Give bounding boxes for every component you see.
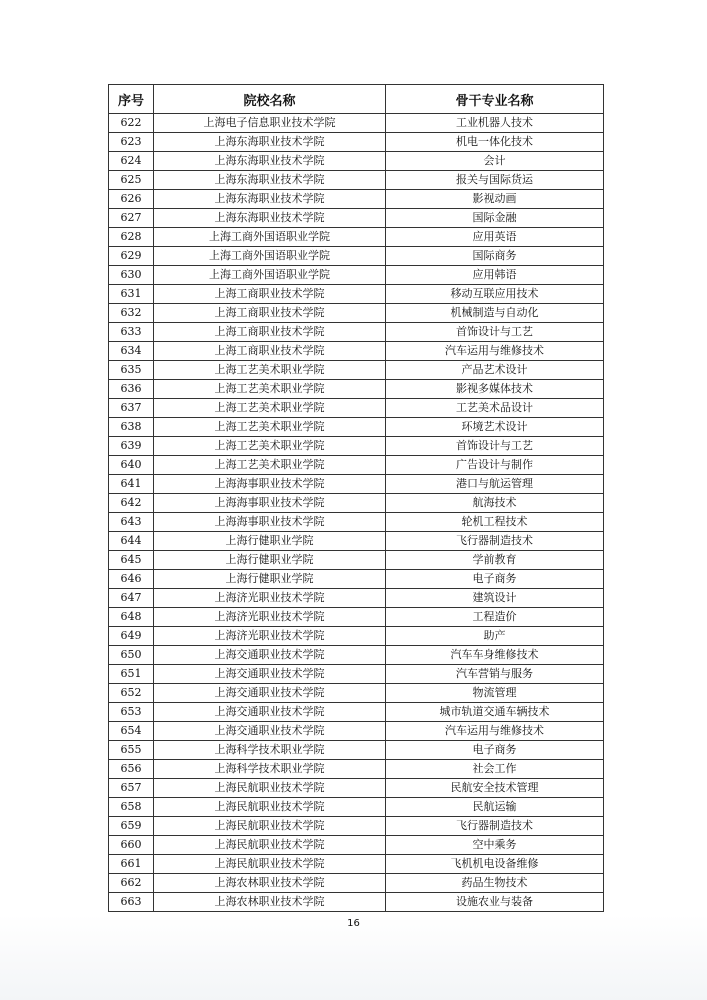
school-name: 上海工商外国语职业学院 bbox=[154, 266, 386, 285]
major-name: 工业机器人技术 bbox=[386, 114, 604, 133]
table-row bbox=[109, 817, 604, 836]
table-row bbox=[109, 171, 604, 190]
table-row bbox=[109, 836, 604, 855]
major-name: 机电一体化技术 bbox=[386, 133, 604, 152]
school-name: 上海工艺美术职业学院 bbox=[154, 456, 386, 475]
school-name: 上海东海职业技术学院 bbox=[154, 171, 386, 190]
row-index: 637 bbox=[109, 399, 154, 418]
table-row bbox=[109, 152, 604, 171]
row-index: 659 bbox=[109, 817, 154, 836]
major-name: 首饰设计与工艺 bbox=[386, 323, 604, 342]
row-index: 640 bbox=[109, 456, 154, 475]
school-name: 上海行健职业学院 bbox=[154, 570, 386, 589]
row-index: 653 bbox=[109, 703, 154, 722]
row-index: 663 bbox=[109, 893, 154, 912]
table-row bbox=[109, 646, 604, 665]
school-name: 上海民航职业技术学院 bbox=[154, 779, 386, 798]
school-name: 上海交通职业技术学院 bbox=[154, 684, 386, 703]
table-row bbox=[109, 665, 604, 684]
table-row bbox=[109, 532, 604, 551]
major-name: 学前教育 bbox=[386, 551, 604, 570]
major-name: 社会工作 bbox=[386, 760, 604, 779]
row-index: 647 bbox=[109, 589, 154, 608]
major-name: 国际金融 bbox=[386, 209, 604, 228]
school-name: 上海工商外国语职业学院 bbox=[154, 228, 386, 247]
major-name: 航海技术 bbox=[386, 494, 604, 513]
header-index: 序号 bbox=[109, 85, 154, 114]
major-name: 城市轨道交通车辆技术 bbox=[386, 703, 604, 722]
major-name: 设施农业与装备 bbox=[386, 893, 604, 912]
major-name: 药品生物技术 bbox=[386, 874, 604, 893]
major-name: 环境艺术设计 bbox=[386, 418, 604, 437]
table-header-row bbox=[109, 85, 604, 114]
major-name: 移动互联应用技术 bbox=[386, 285, 604, 304]
header-school-name: 院校名称 bbox=[154, 85, 386, 114]
major-name: 建筑设计 bbox=[386, 589, 604, 608]
table-row bbox=[109, 133, 604, 152]
table-row bbox=[109, 209, 604, 228]
school-name: 上海电子信息职业技术学院 bbox=[154, 114, 386, 133]
school-name: 上海民航职业技术学院 bbox=[154, 855, 386, 874]
header-major-name: 骨干专业名称 bbox=[386, 85, 604, 114]
table-row bbox=[109, 266, 604, 285]
school-name: 上海农林职业技术学院 bbox=[154, 874, 386, 893]
school-name: 上海东海职业技术学院 bbox=[154, 133, 386, 152]
school-name: 上海济光职业技术学院 bbox=[154, 589, 386, 608]
major-name: 电子商务 bbox=[386, 570, 604, 589]
school-name: 上海科学技术职业学院 bbox=[154, 741, 386, 760]
row-index: 633 bbox=[109, 323, 154, 342]
school-name: 上海工商职业技术学院 bbox=[154, 323, 386, 342]
row-index: 622 bbox=[109, 114, 154, 133]
major-name: 影视多媒体技术 bbox=[386, 380, 604, 399]
row-index: 655 bbox=[109, 741, 154, 760]
school-name: 上海工商职业技术学院 bbox=[154, 342, 386, 361]
school-name: 上海济光职业技术学院 bbox=[154, 608, 386, 627]
major-name: 产品艺术设计 bbox=[386, 361, 604, 380]
school-name: 上海交通职业技术学院 bbox=[154, 665, 386, 684]
table-row bbox=[109, 456, 604, 475]
row-index: 624 bbox=[109, 152, 154, 171]
table-row bbox=[109, 570, 604, 589]
table-row bbox=[109, 304, 604, 323]
school-name: 上海行健职业学院 bbox=[154, 532, 386, 551]
row-index: 632 bbox=[109, 304, 154, 323]
major-name: 工程造价 bbox=[386, 608, 604, 627]
row-index: 660 bbox=[109, 836, 154, 855]
major-name: 国际商务 bbox=[386, 247, 604, 266]
row-index: 657 bbox=[109, 779, 154, 798]
row-index: 635 bbox=[109, 361, 154, 380]
table-row bbox=[109, 703, 604, 722]
major-name: 轮机工程技术 bbox=[386, 513, 604, 532]
row-index: 643 bbox=[109, 513, 154, 532]
row-index: 661 bbox=[109, 855, 154, 874]
major-name: 影视动画 bbox=[386, 190, 604, 209]
school-name: 上海工艺美术职业学院 bbox=[154, 399, 386, 418]
major-name: 民航运输 bbox=[386, 798, 604, 817]
major-name: 港口与航运管理 bbox=[386, 475, 604, 494]
row-index: 625 bbox=[109, 171, 154, 190]
school-name: 上海科学技术职业学院 bbox=[154, 760, 386, 779]
table-row bbox=[109, 627, 604, 646]
school-name: 上海工艺美术职业学院 bbox=[154, 380, 386, 399]
major-name: 汽车车身维修技术 bbox=[386, 646, 604, 665]
major-name: 汽车运用与维修技术 bbox=[386, 342, 604, 361]
major-name: 应用韩语 bbox=[386, 266, 604, 285]
row-index: 630 bbox=[109, 266, 154, 285]
school-name: 上海海事职业技术学院 bbox=[154, 513, 386, 532]
school-name: 上海民航职业技术学院 bbox=[154, 817, 386, 836]
major-name: 电子商务 bbox=[386, 741, 604, 760]
table-row bbox=[109, 893, 604, 912]
row-index: 641 bbox=[109, 475, 154, 494]
row-index: 627 bbox=[109, 209, 154, 228]
row-index: 649 bbox=[109, 627, 154, 646]
table-row bbox=[109, 475, 604, 494]
school-name: 上海民航职业技术学院 bbox=[154, 798, 386, 817]
row-index: 626 bbox=[109, 190, 154, 209]
table-body bbox=[109, 114, 604, 912]
table-row bbox=[109, 513, 604, 532]
school-name: 上海海事职业技术学院 bbox=[154, 475, 386, 494]
table-row bbox=[109, 608, 604, 627]
table-row bbox=[109, 494, 604, 513]
major-name: 汽车运用与维修技术 bbox=[386, 722, 604, 741]
school-name: 上海工艺美术职业学院 bbox=[154, 361, 386, 380]
row-index: 638 bbox=[109, 418, 154, 437]
major-name: 工艺美术品设计 bbox=[386, 399, 604, 418]
table-row bbox=[109, 722, 604, 741]
table-row bbox=[109, 418, 604, 437]
row-index: 648 bbox=[109, 608, 154, 627]
major-name: 物流管理 bbox=[386, 684, 604, 703]
school-name: 上海交通职业技术学院 bbox=[154, 703, 386, 722]
table-row bbox=[109, 874, 604, 893]
row-index: 623 bbox=[109, 133, 154, 152]
table-row bbox=[109, 684, 604, 703]
majors-table bbox=[108, 84, 604, 912]
school-name: 上海工商职业技术学院 bbox=[154, 304, 386, 323]
row-index: 651 bbox=[109, 665, 154, 684]
row-index: 650 bbox=[109, 646, 154, 665]
table-row bbox=[109, 399, 604, 418]
school-name: 上海东海职业技术学院 bbox=[154, 209, 386, 228]
table-row bbox=[109, 342, 604, 361]
table-row bbox=[109, 190, 604, 209]
major-name: 广告设计与制作 bbox=[386, 456, 604, 475]
school-name: 上海海事职业技术学院 bbox=[154, 494, 386, 513]
major-name: 报关与国际货运 bbox=[386, 171, 604, 190]
school-name: 上海交通职业技术学院 bbox=[154, 722, 386, 741]
table-row bbox=[109, 798, 604, 817]
row-index: 646 bbox=[109, 570, 154, 589]
table-row bbox=[109, 323, 604, 342]
row-index: 662 bbox=[109, 874, 154, 893]
major-name: 助产 bbox=[386, 627, 604, 646]
row-index: 634 bbox=[109, 342, 154, 361]
major-name: 民航安全技术管理 bbox=[386, 779, 604, 798]
table-row bbox=[109, 228, 604, 247]
row-index: 629 bbox=[109, 247, 154, 266]
major-name: 飞行器制造技术 bbox=[386, 532, 604, 551]
row-index: 628 bbox=[109, 228, 154, 247]
major-name: 空中乘务 bbox=[386, 836, 604, 855]
table-row bbox=[109, 114, 604, 133]
major-name: 首饰设计与工艺 bbox=[386, 437, 604, 456]
table-row bbox=[109, 741, 604, 760]
school-name: 上海工艺美术职业学院 bbox=[154, 437, 386, 456]
major-name: 飞机机电设备维修 bbox=[386, 855, 604, 874]
school-name: 上海东海职业技术学院 bbox=[154, 152, 386, 171]
table-row bbox=[109, 779, 604, 798]
table-row bbox=[109, 380, 604, 399]
school-name: 上海工商职业技术学院 bbox=[154, 285, 386, 304]
school-name: 上海东海职业技术学院 bbox=[154, 190, 386, 209]
major-name: 飞行器制造技术 bbox=[386, 817, 604, 836]
row-index: 631 bbox=[109, 285, 154, 304]
table-row bbox=[109, 247, 604, 266]
school-name: 上海工艺美术职业学院 bbox=[154, 418, 386, 437]
row-index: 645 bbox=[109, 551, 154, 570]
table-row bbox=[109, 855, 604, 874]
school-name: 上海济光职业技术学院 bbox=[154, 627, 386, 646]
school-name: 上海交通职业技术学院 bbox=[154, 646, 386, 665]
major-name: 应用英语 bbox=[386, 228, 604, 247]
row-index: 644 bbox=[109, 532, 154, 551]
table-row bbox=[109, 361, 604, 380]
major-name: 汽车营销与服务 bbox=[386, 665, 604, 684]
row-index: 656 bbox=[109, 760, 154, 779]
table-row bbox=[109, 551, 604, 570]
major-name: 会计 bbox=[386, 152, 604, 171]
row-index: 658 bbox=[109, 798, 154, 817]
row-index: 652 bbox=[109, 684, 154, 703]
row-index: 636 bbox=[109, 380, 154, 399]
major-name: 机械制造与自动化 bbox=[386, 304, 604, 323]
row-index: 654 bbox=[109, 722, 154, 741]
school-name: 上海行健职业学院 bbox=[154, 551, 386, 570]
school-name: 上海民航职业技术学院 bbox=[154, 836, 386, 855]
table-row bbox=[109, 760, 604, 779]
row-index: 642 bbox=[109, 494, 154, 513]
school-name: 上海农林职业技术学院 bbox=[154, 893, 386, 912]
row-index: 639 bbox=[109, 437, 154, 456]
table-row bbox=[109, 589, 604, 608]
school-name: 上海工商外国语职业学院 bbox=[154, 247, 386, 266]
page-number: 16 bbox=[347, 918, 360, 929]
table-row bbox=[109, 437, 604, 456]
table-row bbox=[109, 285, 604, 304]
